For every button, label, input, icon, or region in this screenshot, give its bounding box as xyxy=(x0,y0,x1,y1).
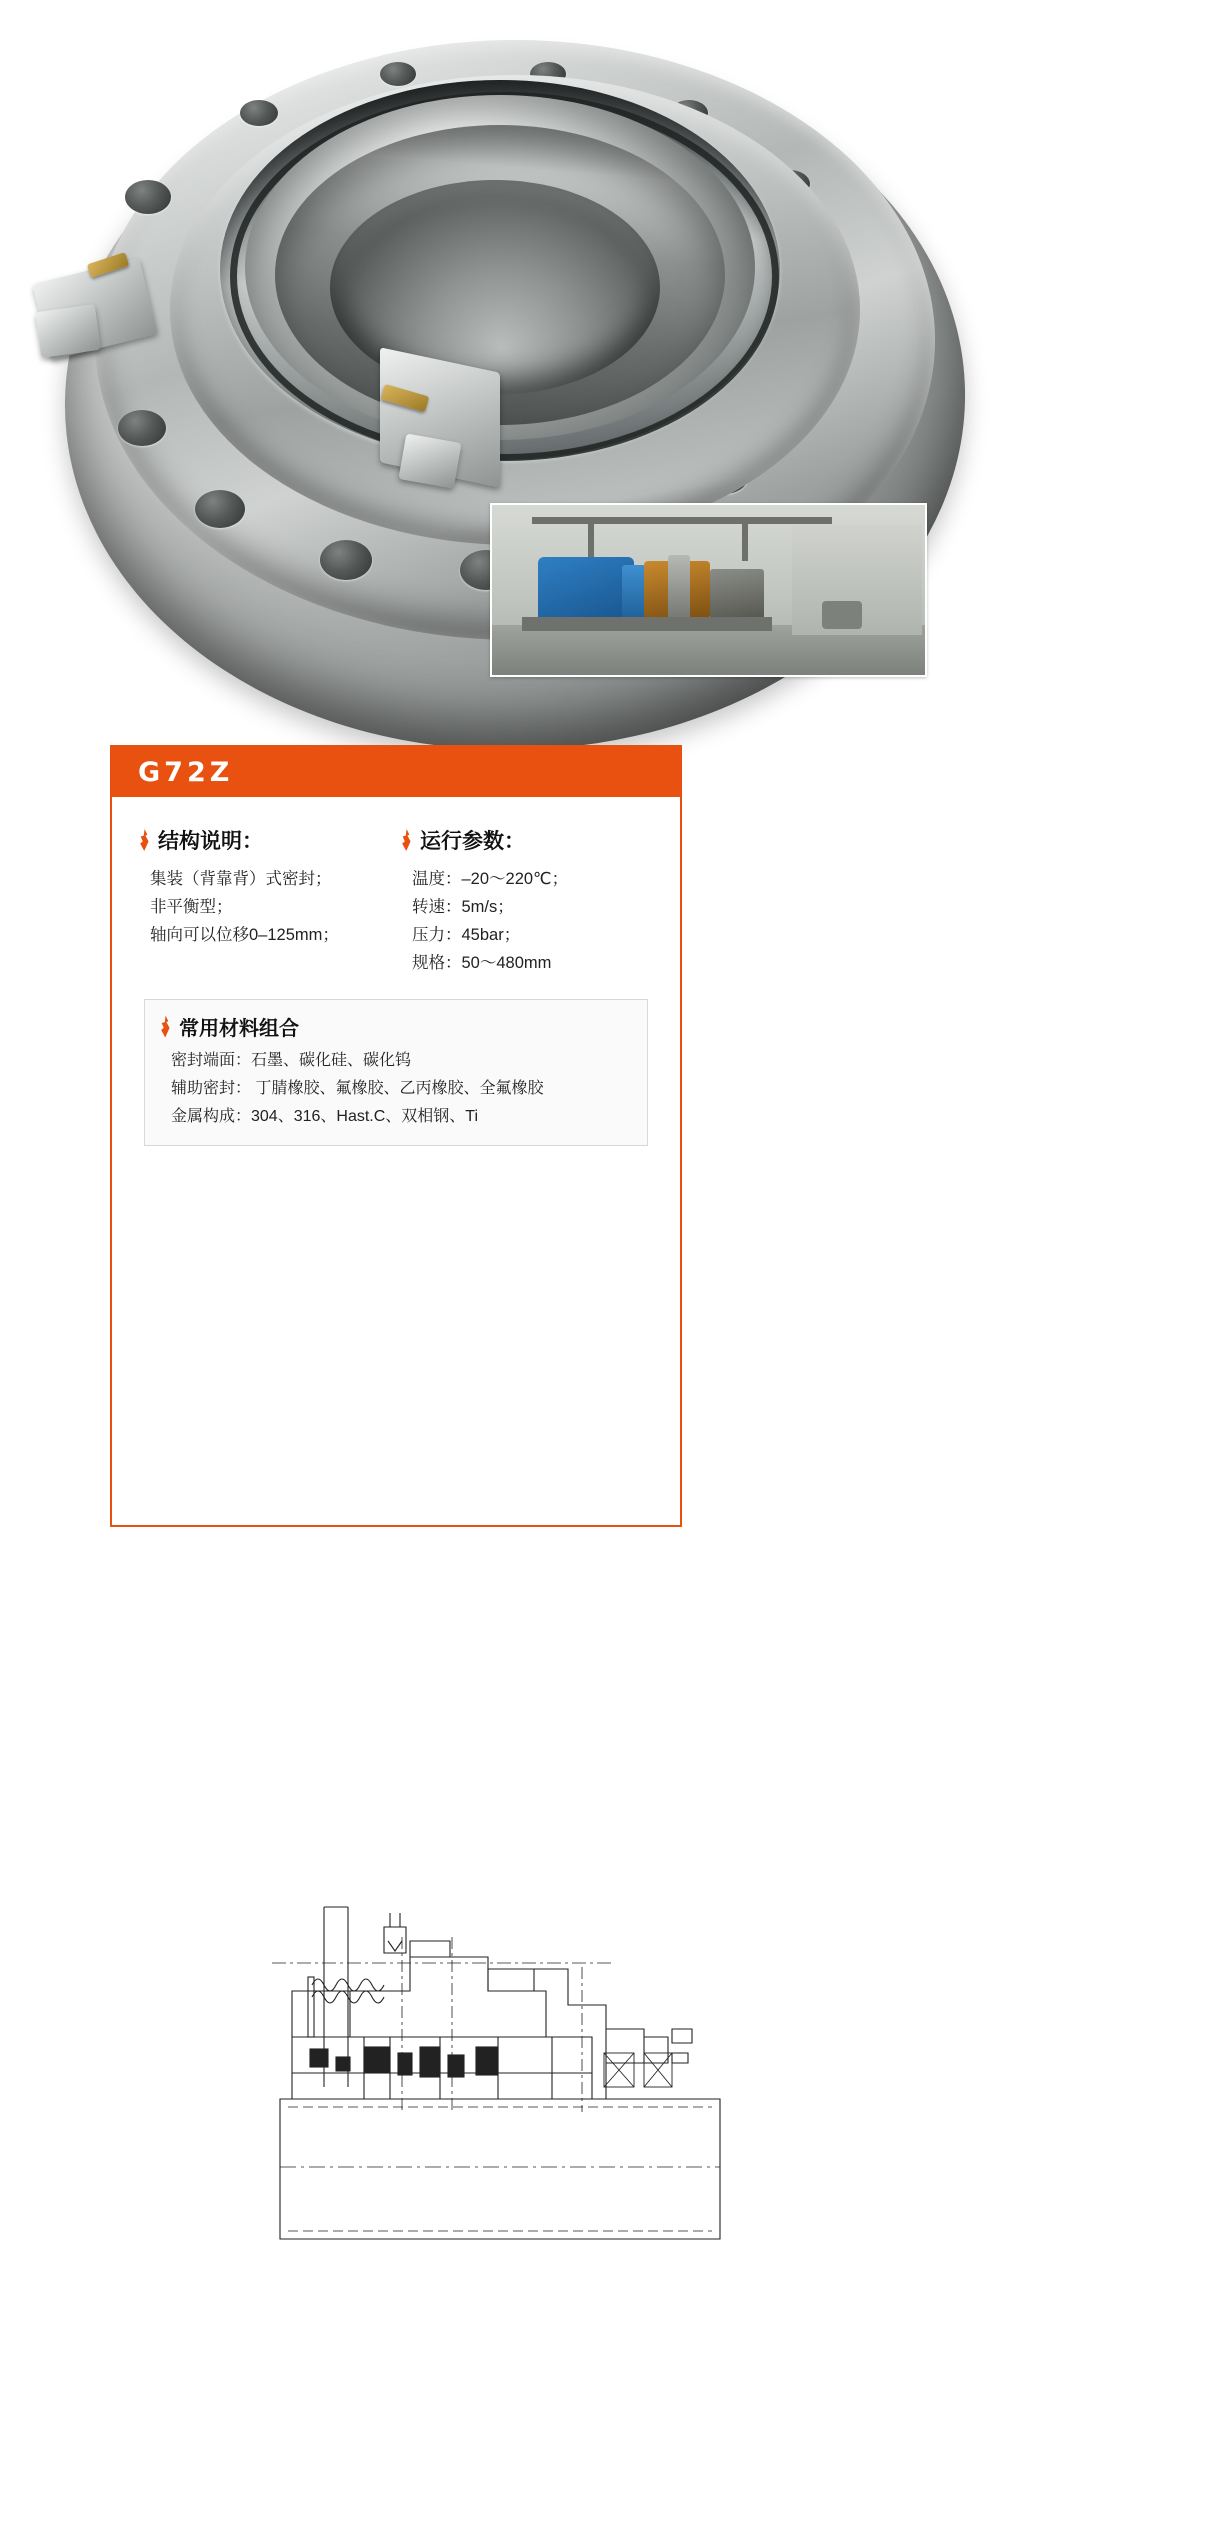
bolt-hole xyxy=(118,410,166,446)
structure-item: 集装（背靠背）式密封； xyxy=(150,870,332,888)
operating-item: 温度：–20～220℃； xyxy=(412,870,569,888)
structure-item: 非平衡型； xyxy=(150,898,233,916)
inset-valve xyxy=(822,601,862,629)
bolt-hole xyxy=(240,100,278,126)
bolt-hole xyxy=(125,180,171,214)
inset-pipe-overhead xyxy=(532,517,832,524)
inset-motor-block xyxy=(710,569,764,619)
structure-heading-row xyxy=(138,825,400,855)
materials-item: 金属构成：304、316、Hast.C、双相钢、Ti xyxy=(171,1108,479,1125)
materials-item: 密封端面：石墨、碳化硅、碳化钨 xyxy=(171,1052,412,1069)
bolt-hole xyxy=(320,540,372,580)
operating-item: 压力：45bar； xyxy=(412,926,521,944)
structure-list xyxy=(138,865,400,949)
inset-pump-flange xyxy=(622,565,646,623)
card-body xyxy=(112,797,680,1146)
flush-port-lug-left-lower xyxy=(35,304,101,358)
structure-heading: 结构说明： xyxy=(158,830,263,853)
installation-inset-photo xyxy=(490,503,927,677)
operating-list xyxy=(400,865,654,977)
materials-list xyxy=(159,1047,633,1131)
flame-icon xyxy=(159,1016,171,1038)
flame-icon xyxy=(400,829,412,851)
sectional-drawing xyxy=(252,1897,762,2277)
main-product-photo xyxy=(30,20,960,800)
operating-heading-row xyxy=(400,825,654,855)
operating-column xyxy=(400,825,654,977)
inset-pump-body xyxy=(538,557,634,625)
card-header xyxy=(112,747,680,797)
inset-pipe-vertical-2 xyxy=(742,521,748,561)
spec-card xyxy=(110,745,682,1527)
inset-base-plate xyxy=(522,617,772,631)
spec-columns xyxy=(138,825,654,977)
structure-column xyxy=(138,825,400,977)
operating-heading: 运行参数： xyxy=(420,830,525,853)
materials-item: 辅助密封： 丁腈橡胶、氟橡胶、乙丙橡胶、全氟橡胶 xyxy=(171,1080,544,1097)
structure-item: 轴向可以位移0–125mm； xyxy=(150,926,339,944)
bolt-hole xyxy=(380,62,416,86)
flush-port-lug-right-lower xyxy=(398,433,461,488)
operating-item: 规格：50～480mm xyxy=(412,954,552,972)
materials-heading: 常用材料组合 xyxy=(179,1018,299,1040)
materials-box xyxy=(144,999,648,1146)
product-model-title: G72Z xyxy=(138,756,234,788)
materials-heading-row xyxy=(159,1012,633,1041)
operating-item: 转速：5m/s； xyxy=(412,898,514,916)
inset-seal-face xyxy=(668,555,690,625)
flame-icon xyxy=(138,829,150,851)
bolt-hole xyxy=(195,490,245,528)
